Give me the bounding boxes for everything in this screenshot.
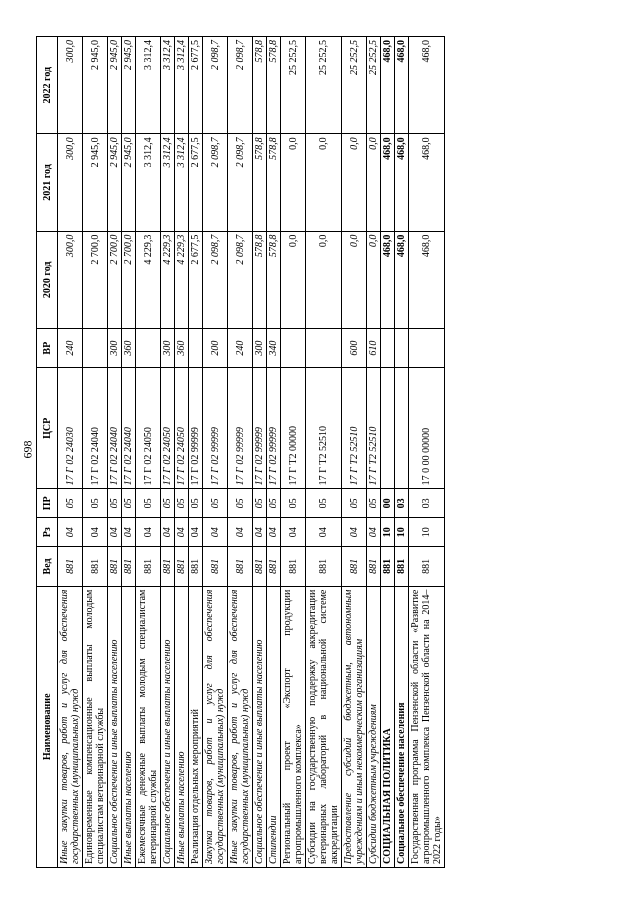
cell-rz: 04: [136, 518, 161, 547]
cell-rz: 04: [175, 518, 189, 547]
cell-2021: 2 677,5: [189, 134, 203, 231]
header-2020: 2020 год: [37, 231, 58, 328]
cell-name: Иные выплаты населению: [175, 586, 189, 867]
cell-2021: 300,0: [58, 134, 83, 231]
cell-2022: 2 945,0: [83, 37, 108, 134]
table-row: [108, 37, 122, 868]
cell-ved: 881: [203, 547, 228, 586]
cell-ved: 881: [342, 547, 367, 586]
cell-2022: 578,8: [253, 37, 267, 134]
cell-ved: 881: [136, 547, 161, 586]
table-row: [381, 37, 395, 868]
table-row: [409, 37, 445, 868]
cell-pr: 05: [175, 489, 189, 518]
cell-pr: 05: [281, 489, 306, 518]
header-vr: ВР: [37, 328, 58, 367]
cell-2021: 2 098,7: [203, 134, 228, 231]
cell-name: Закупка товаров, работ и услуг для обеспечения государственных (муниципальных) нужд: [203, 586, 228, 867]
cell-2020: 2 677,5: [189, 231, 203, 328]
cell-csr: 17 Г 02 24040: [108, 368, 122, 489]
cell-2022: 300,0: [58, 37, 83, 134]
cell-ved: 881: [228, 547, 253, 586]
cell-2021: 0,0: [367, 134, 381, 231]
cell-csr: 17 Г Т2 52510: [367, 368, 381, 489]
table-row: [253, 37, 267, 868]
rotated-table-container: [36, 36, 614, 868]
cell-2021: 2 945,0: [83, 134, 108, 231]
cell-2021: 468,0: [381, 134, 395, 231]
cell-2020: 0,0: [281, 231, 306, 328]
table-row: [367, 37, 381, 868]
cell-name: Ежемесячные денежные выплаты молодым специалистам ветеринарной службы: [136, 586, 161, 867]
cell-vr: [136, 328, 161, 367]
cell-2020: 0,0: [367, 231, 381, 328]
cell-2020: 300,0: [58, 231, 83, 328]
cell-vr: [381, 328, 395, 367]
page-number: 698: [20, 440, 35, 459]
budget-table: [36, 36, 445, 868]
cell-csr: 17 Г Т2 52510: [342, 368, 367, 489]
cell-rz: 04: [161, 518, 175, 547]
table-row: [267, 37, 281, 868]
table-row: [83, 37, 108, 868]
cell-csr: 17 Г 02 24050: [175, 368, 189, 489]
cell-name: Реализация отдельных мероприятий: [189, 586, 203, 867]
cell-rz: 04: [83, 518, 108, 547]
cell-2021: 0,0: [342, 134, 367, 231]
table-row: [136, 37, 161, 868]
cell-2020: 2 700,0: [83, 231, 108, 328]
cell-ved: 881: [381, 547, 395, 586]
cell-2020: 4 229,3: [161, 231, 175, 328]
cell-2022: 2 945,0: [108, 37, 122, 134]
cell-ved: 881: [306, 547, 342, 586]
cell-2021: 578,8: [253, 134, 267, 231]
cell-pr: 05: [228, 489, 253, 518]
cell-ved: 881: [281, 547, 306, 586]
cell-csr: [381, 368, 395, 489]
cell-vr: 360: [122, 328, 136, 367]
cell-vr: 300: [161, 328, 175, 367]
cell-ved: 881: [58, 547, 83, 586]
cell-2020: 578,8: [267, 231, 281, 328]
cell-rz: 04: [306, 518, 342, 547]
cell-2020: 2 700,0: [108, 231, 122, 328]
cell-pr: 05: [83, 489, 108, 518]
cell-2021: 468,0: [395, 134, 409, 231]
cell-vr: 240: [228, 328, 253, 367]
cell-vr: [306, 328, 342, 367]
header-rz: Рз: [37, 518, 58, 547]
cell-2020: 468,0: [395, 231, 409, 328]
table-row: [203, 37, 228, 868]
cell-ved: 881: [253, 547, 267, 586]
cell-2022: 25 252,5: [306, 37, 342, 134]
cell-rz: 10: [381, 518, 395, 547]
cell-2020: 4 229,3: [136, 231, 161, 328]
cell-pr: 00: [381, 489, 395, 518]
cell-2022: 3 312,4: [136, 37, 161, 134]
cell-csr: 17 Г 02 99999: [203, 368, 228, 489]
cell-rz: 04: [367, 518, 381, 547]
table-row: [228, 37, 253, 868]
table-row: [306, 37, 342, 868]
cell-rz: 04: [342, 518, 367, 547]
cell-vr: 600: [342, 328, 367, 367]
table-row: [161, 37, 175, 868]
cell-2020: 0,0: [342, 231, 367, 328]
cell-ved: 881: [108, 547, 122, 586]
cell-csr: 17 Г 02 24050: [136, 368, 161, 489]
cell-rz: 04: [228, 518, 253, 547]
cell-2020: 468,0: [381, 231, 395, 328]
cell-ved: 881: [161, 547, 175, 586]
cell-name: Социальное обеспечение и иные выплаты населению: [161, 586, 175, 867]
cell-name: Субсидии на государственную поддержку аккредитации ветеринарных лабораторий в национальной системе аккредитации: [306, 586, 342, 867]
cell-pr: 03: [395, 489, 409, 518]
table-row: [281, 37, 306, 868]
cell-vr: [83, 328, 108, 367]
cell-pr: 05: [189, 489, 203, 518]
cell-pr: 05: [136, 489, 161, 518]
cell-vr: 300: [108, 328, 122, 367]
cell-csr: [395, 368, 409, 489]
cell-2022: 2 098,7: [228, 37, 253, 134]
cell-pr: 05: [267, 489, 281, 518]
cell-2021: 3 312,4: [175, 134, 189, 231]
cell-rz: 10: [409, 518, 445, 547]
table-row: [395, 37, 409, 868]
cell-2020: 0,0: [306, 231, 342, 328]
cell-2020: 4 229,3: [175, 231, 189, 328]
cell-pr: 05: [306, 489, 342, 518]
cell-pr: 05: [203, 489, 228, 518]
cell-ved: 881: [189, 547, 203, 586]
cell-2022: 468,0: [381, 37, 395, 134]
cell-vr: [395, 328, 409, 367]
cell-2022: 3 312,4: [175, 37, 189, 134]
table-row: [342, 37, 367, 868]
cell-pr: 05: [122, 489, 136, 518]
cell-2020: 578,8: [253, 231, 267, 328]
cell-2020: 468,0: [409, 231, 445, 328]
cell-2020: 2 098,7: [203, 231, 228, 328]
header-2022: 2022 год: [37, 37, 58, 134]
header-ved: Вед: [37, 547, 58, 586]
cell-ved: 881: [367, 547, 381, 586]
cell-ved: 881: [395, 547, 409, 586]
cell-name: Иные закупки товаров, работ и услуг для обеспечения государственных (муниципальных) нужд: [228, 586, 253, 867]
cell-vr: 240: [58, 328, 83, 367]
cell-2022: 578,8: [267, 37, 281, 134]
cell-vr: 340: [267, 328, 281, 367]
cell-2020: 2 700,0: [122, 231, 136, 328]
table-row: [122, 37, 136, 868]
cell-name: Социальное обеспечение и иные выплаты населению: [253, 586, 267, 867]
cell-2022: 2 098,7: [203, 37, 228, 134]
cell-2022: 468,0: [409, 37, 445, 134]
header-row: [37, 37, 58, 868]
cell-name: Предоставление субсидий бюджетным, автономным учреждениям и иным некоммерческим организациям: [342, 586, 367, 867]
cell-name: Стипендии: [267, 586, 281, 867]
cell-2022: 3 312,4: [161, 37, 175, 134]
cell-rz: 04: [122, 518, 136, 547]
cell-vr: [409, 328, 445, 367]
cell-rz: 04: [281, 518, 306, 547]
cell-ved: 881: [175, 547, 189, 586]
cell-rz: 10: [395, 518, 409, 547]
cell-csr: 17 Г 02 99999: [228, 368, 253, 489]
cell-csr: 17 Г 02 24040: [83, 368, 108, 489]
cell-2021: 0,0: [306, 134, 342, 231]
cell-2022: 468,0: [395, 37, 409, 134]
cell-2021: 468,0: [409, 134, 445, 231]
cell-rz: 04: [108, 518, 122, 547]
cell-csr: 17 Г 02 99999: [189, 368, 203, 489]
cell-rz: 04: [189, 518, 203, 547]
cell-2022: 2 677,5: [189, 37, 203, 134]
cell-ved: 881: [83, 547, 108, 586]
cell-name: Государственная программа Пензенской области «Развитие агропромышленного комплекса Пензенской области на 2014–2022 годы»: [409, 586, 445, 867]
cell-vr: [189, 328, 203, 367]
cell-name: Единовременные компенсационные выплаты молодым специалистам ветеринарной службы: [83, 586, 108, 867]
cell-csr: 17 Г Т2 52510: [306, 368, 342, 489]
cell-csr: 17 Г 02 24050: [161, 368, 175, 489]
cell-2022: 25 252,5: [367, 37, 381, 134]
cell-pr: 05: [108, 489, 122, 518]
cell-csr: 17 Г 02 99999: [253, 368, 267, 489]
cell-ved: 881: [267, 547, 281, 586]
cell-2022: 2 945,0: [122, 37, 136, 134]
cell-2021: 2 945,0: [122, 134, 136, 231]
cell-pr: 03: [409, 489, 445, 518]
cell-2021: 3 312,4: [161, 134, 175, 231]
cell-2021: 2 945,0: [108, 134, 122, 231]
cell-rz: 04: [203, 518, 228, 547]
cell-pr: 05: [367, 489, 381, 518]
cell-name: Иные выплаты населению: [122, 586, 136, 867]
cell-vr: 610: [367, 328, 381, 367]
cell-2021: 3 312,4: [136, 134, 161, 231]
cell-2022: 25 252,5: [342, 37, 367, 134]
cell-name: Социальное обеспечение населения: [395, 586, 409, 867]
cell-ved: 881: [409, 547, 445, 586]
cell-name: Социальное обеспечение и иные выплаты населению: [108, 586, 122, 867]
cell-name: СОЦИАЛЬНАЯ ПОЛИТИКА: [381, 586, 395, 867]
header-pr: ПР: [37, 489, 58, 518]
cell-pr: 05: [253, 489, 267, 518]
cell-2020: 2 098,7: [228, 231, 253, 328]
cell-vr: [281, 328, 306, 367]
header-name: Наименование: [37, 586, 58, 867]
header-csr: ЦСР: [37, 368, 58, 489]
cell-name: Региональный проект «Экспорт продукции агропромышленного комплекса»: [281, 586, 306, 867]
cell-2021: 2 098,7: [228, 134, 253, 231]
cell-ved: 881: [122, 547, 136, 586]
cell-2021: 578,8: [267, 134, 281, 231]
cell-vr: 200: [203, 328, 228, 367]
table-row: [58, 37, 83, 868]
table-row: [175, 37, 189, 868]
cell-vr: 300: [253, 328, 267, 367]
header-2021: 2021 год: [37, 134, 58, 231]
cell-csr: 17 Г 02 24040: [122, 368, 136, 489]
cell-rz: 04: [253, 518, 267, 547]
cell-csr: 17 Г 02 24030: [58, 368, 83, 489]
cell-pr: 05: [342, 489, 367, 518]
cell-name: Иные закупки товаров, работ и услуг для обеспечения государственных (муниципальных) нужд: [58, 586, 83, 867]
cell-rz: 04: [267, 518, 281, 547]
cell-csr: 17 Г Т2 00000: [281, 368, 306, 489]
cell-pr: 05: [58, 489, 83, 518]
table-row: [189, 37, 203, 868]
cell-2021: 0,0: [281, 134, 306, 231]
cell-rz: 04: [58, 518, 83, 547]
cell-pr: 05: [161, 489, 175, 518]
cell-csr: 17 Г 02 99999: [267, 368, 281, 489]
cell-vr: 360: [175, 328, 189, 367]
cell-2022: 25 252,5: [281, 37, 306, 134]
cell-csr: 17 0 00 00000: [409, 368, 445, 489]
cell-name: Субсидии бюджетным учреждениям: [367, 586, 381, 867]
